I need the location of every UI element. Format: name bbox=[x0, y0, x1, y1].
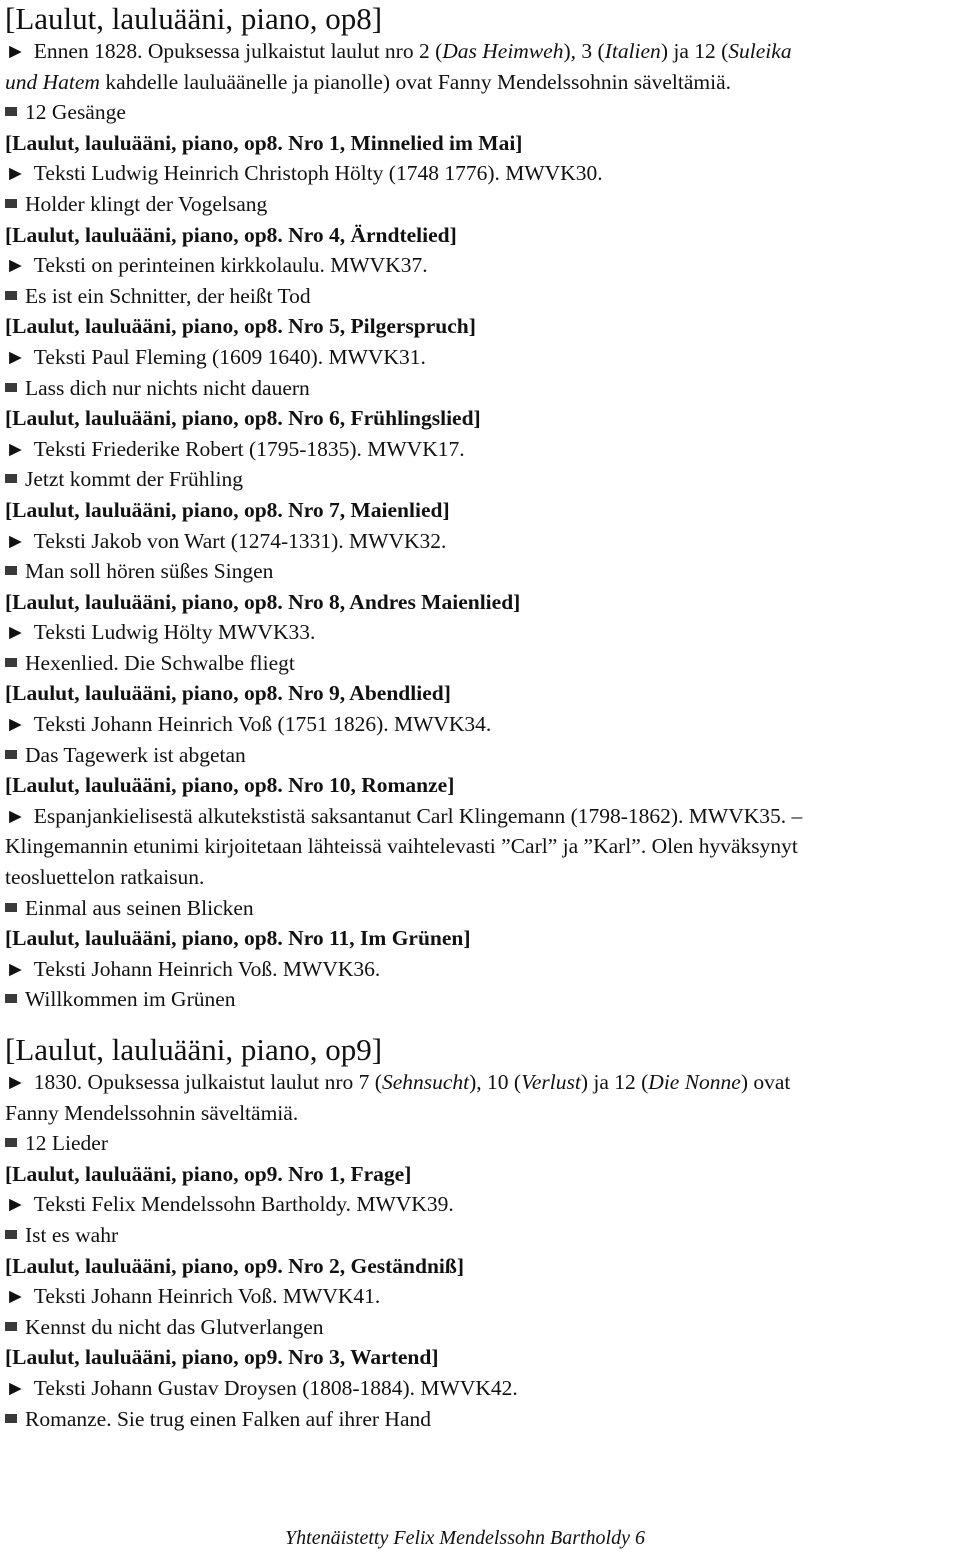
entry-note: ► Teksti Paul Fleming (1609 1640). MWVK31. bbox=[5, 342, 955, 373]
arrow-icon: ► bbox=[5, 528, 26, 553]
entry-op8-nro10 bbox=[5, 770, 955, 923]
arrow-icon: ► bbox=[5, 1192, 26, 1217]
entry-incipit: Jetzt kommt der Frühling bbox=[5, 464, 955, 495]
arrow-icon: ► bbox=[5, 1375, 26, 1400]
entry-op8-nro11 bbox=[5, 923, 955, 1015]
arrow-icon: ► bbox=[5, 436, 26, 461]
entry-op8-nro1 bbox=[5, 128, 955, 220]
section-heading-op8: [Laulut, lauluääni, piano, op8] bbox=[5, 1, 383, 36]
entry-note: ► Teksti Jakob von Wart (1274-1331). MWVK32. bbox=[5, 526, 955, 557]
entry-note: ► Teksti Johann Heinrich Voß. MWVK36. bbox=[5, 954, 955, 985]
arrow-icon: ► bbox=[5, 620, 26, 645]
entry-op8-nro8 bbox=[5, 587, 955, 679]
entry-incipit: Lass dich nur nichts nicht dauern bbox=[5, 373, 955, 404]
arrow-icon: ► bbox=[5, 161, 26, 186]
square-bullet-icon bbox=[5, 1322, 17, 1331]
intro-op9-line1: ► 1830. Opuksessa julkaistut laulut nro 7 (Sehnsucht), 10 (Verlust) ja 12 (Die Nonne) ovat bbox=[5, 1067, 955, 1098]
square-bullet-icon bbox=[5, 383, 17, 392]
entry-incipit: Es ist ein Schnitter, der heißt Tod bbox=[5, 281, 955, 312]
intro-op8-line2: und Hatem kahdelle lauluäänelle ja pianolle) ovat Fanny Mendelssohnin säveltämiä. bbox=[5, 69, 732, 94]
square-bullet-icon bbox=[5, 903, 17, 912]
square-bullet-icon bbox=[5, 1230, 17, 1239]
intro-op9-line2: Fanny Mendelssohnin säveltämiä. bbox=[5, 1100, 299, 1125]
entry-incipit: Man soll hören süßes Singen bbox=[5, 556, 955, 587]
entry-title: [Laulut, lauluääni, piano, op8. Nro 8, Andres Maienlied] bbox=[5, 589, 521, 614]
document-page bbox=[5, 0, 955, 1434]
entry-op8-nro4 bbox=[5, 220, 955, 312]
arrow-icon: ► bbox=[5, 956, 26, 981]
square-bullet-icon bbox=[5, 199, 17, 208]
entry-title: [Laulut, lauluääni, piano, op9. Nro 3, Wartend] bbox=[5, 1345, 439, 1370]
entry-incipit: Hexenlied. Die Schwalbe fliegt bbox=[5, 648, 955, 679]
entry-incipit: Kennst du nicht das Glutverlangen bbox=[5, 1312, 955, 1343]
entry-incipit: Das Tagewerk ist abgetan bbox=[5, 740, 955, 771]
footer-text: Yhtenäistetty Felix Mendelssohn Bartholdy 6 bbox=[285, 1527, 645, 1549]
subtitle-op8: 12 Gesänge bbox=[5, 97, 955, 128]
entry-incipit: Romanze. Sie trug einen Falken auf ihrer Hand bbox=[5, 1404, 955, 1435]
square-bullet-icon bbox=[5, 1138, 17, 1147]
arrow-icon: ► bbox=[5, 344, 26, 369]
arrow-icon: ► bbox=[5, 1284, 26, 1309]
entry-note: ► Teksti Friederike Robert (1795-1835). MWVK17. bbox=[5, 434, 955, 465]
entry-op8-nro6 bbox=[5, 403, 955, 495]
square-bullet-icon bbox=[5, 566, 17, 575]
entry-title: [Laulut, lauluääni, piano, op8. Nro 4, Ärndtelied] bbox=[5, 222, 457, 247]
arrow-icon: ► bbox=[5, 253, 26, 278]
entry-title: [Laulut, lauluääni, piano, op9. Nro 1, Frage] bbox=[5, 1161, 412, 1186]
entry-note-cont: Klingemannin etunimi kirjoitetaan lähteissä vaihtelevasti ”Carl” ja ”Karl”. Olen hyväksynyt bbox=[5, 834, 798, 859]
entry-note: ► Teksti Ludwig Hölty MWVK33. bbox=[5, 617, 955, 648]
entry-title: [Laulut, lauluääni, piano, op8. Nro 1, Minnelied im Mai] bbox=[5, 130, 523, 155]
entry-incipit: Holder klingt der Vogelsang bbox=[5, 189, 955, 220]
entry-title: [Laulut, lauluääni, piano, op8. Nro 5, Pilgerspruch] bbox=[5, 314, 476, 339]
square-bullet-icon bbox=[5, 750, 17, 759]
page-footer bbox=[0, 1527, 960, 1550]
entry-incipit: Willkommen im Grünen bbox=[5, 984, 955, 1015]
entry-note-cont: teosluettelon ratkaisun. bbox=[5, 865, 205, 890]
square-bullet-icon bbox=[5, 658, 17, 667]
entry-note: ► Teksti Johann Gustav Droysen (1808-1884). MWVK42. bbox=[5, 1373, 955, 1404]
entry-note: ► Teksti Johann Heinrich Voß. MWVK41. bbox=[5, 1281, 955, 1312]
entry-title: [Laulut, lauluääni, piano, op8. Nro 11, Im Grünen] bbox=[5, 926, 471, 951]
entry-note: ► Teksti Johann Heinrich Voß (1751 1826). MWVK34. bbox=[5, 709, 955, 740]
entry-op8-nro5 bbox=[5, 311, 955, 403]
entry-op8-nro7 bbox=[5, 495, 955, 587]
subtitle-op9: 12 Lieder bbox=[5, 1128, 955, 1159]
entry-op9-nro2 bbox=[5, 1251, 955, 1343]
entry-title: [Laulut, lauluääni, piano, op8. Nro 9, Abendlied] bbox=[5, 681, 451, 706]
entry-incipit: Einmal aus seinen Blicken bbox=[5, 893, 955, 924]
arrow-icon: ► bbox=[5, 1070, 26, 1094]
square-bullet-icon bbox=[5, 474, 17, 483]
entry-incipit: Ist es wahr bbox=[5, 1220, 955, 1251]
section-heading-op9: [Laulut, lauluääni, piano, op9] bbox=[5, 1032, 383, 1067]
entry-note: ► Teksti Ludwig Heinrich Christoph Hölty (1748 1776). MWVK30. bbox=[5, 158, 955, 189]
square-bullet-icon bbox=[5, 994, 17, 1003]
entry-title: [Laulut, lauluääni, piano, op9. Nro 2, Geständniß] bbox=[5, 1253, 464, 1278]
square-bullet-icon bbox=[5, 291, 17, 300]
square-bullet-icon bbox=[5, 1414, 17, 1423]
entry-op9-nro1 bbox=[5, 1159, 955, 1251]
entry-title: [Laulut, lauluääni, piano, op8. Nro 10, Romanze] bbox=[5, 773, 455, 798]
arrow-icon: ► bbox=[5, 39, 26, 63]
entry-title: [Laulut, lauluääni, piano, op8. Nro 6, Frühlingslied] bbox=[5, 406, 481, 431]
arrow-icon: ► bbox=[5, 803, 26, 828]
entry-note: ► Teksti Felix Mendelssohn Bartholdy. MWVK39. bbox=[5, 1189, 955, 1220]
entry-op8-nro9 bbox=[5, 678, 955, 770]
entry-note: ► Espanjankielisestä alkutekstistä saksantanut Carl Klingemann (1798-1862). MWVK35. – bbox=[5, 801, 955, 832]
entry-note: ► Teksti on perinteinen kirkkolaulu. MWVK37. bbox=[5, 250, 955, 281]
entry-title: [Laulut, lauluääni, piano, op8. Nro 7, Maienlied] bbox=[5, 497, 450, 522]
intro-op8-line1: ► Ennen 1828. Opuksessa julkaistut laulut nro 2 (Das Heimweh), 3 (Italien) ja 12 (Suleika bbox=[5, 36, 955, 67]
entry-op9-nro3 bbox=[5, 1342, 955, 1434]
arrow-icon: ► bbox=[5, 712, 26, 737]
square-bullet-icon bbox=[5, 107, 17, 116]
